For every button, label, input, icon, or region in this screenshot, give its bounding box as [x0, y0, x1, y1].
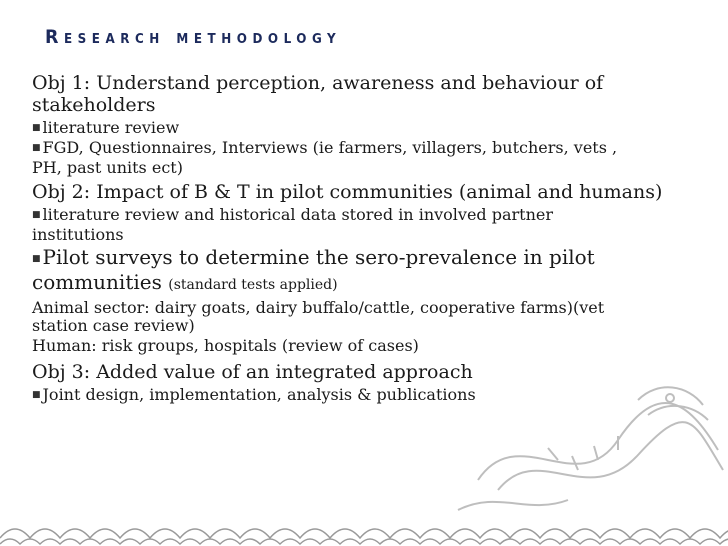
bullet-square-icon: ■ [32, 210, 41, 220]
bullet-square-icon: ■ [32, 254, 41, 264]
bullet-square-icon: ■ [32, 123, 41, 133]
human-sector-text: Human: risk groups, hospitals (review of cases) [32, 336, 419, 355]
bullet-square-icon: ■ [32, 143, 41, 153]
objective-2: Obj 2: Impact of B & T in pilot communities (animal and humans) [32, 181, 663, 203]
objective-3: Obj 3: Added value of an integrated approach [32, 361, 473, 383]
slide-title: Research methodology [45, 26, 342, 48]
animal-sector-text: Animal sector: dairy goats, dairy buffalo/cattle, cooperative farms)(vet [32, 298, 605, 317]
bullet-item: ■ FGD, Questionnaires, Interviews (ie farmers, villagers, butchers, vets , [32, 138, 618, 157]
bullet-item-cont: institutions [32, 225, 124, 244]
objective-1-cont: stakeholders [32, 94, 156, 116]
slide-body [32, 72, 722, 405]
bullet-item: ■ literature review and historical data stored in involved partner [32, 205, 554, 224]
animal-sector-text-cont: station case review) [32, 316, 195, 335]
bullet-square-icon: ■ [32, 390, 41, 400]
bullet-item: ■ literature review [32, 118, 180, 137]
bullet-item-cont: communities (standard tests applied) [32, 270, 338, 294]
objective-1: Obj 1: Understand perception, awareness and behaviour of [32, 72, 604, 94]
bullet-item: ■ Pilot surveys to determine the sero-prevalence in pilot [32, 245, 595, 269]
bullet-item-cont: PH, past units ect) [32, 158, 183, 177]
wave-border [0, 512, 728, 546]
bullet-item: ■ Joint design, implementation, analysis & publications [32, 385, 476, 404]
